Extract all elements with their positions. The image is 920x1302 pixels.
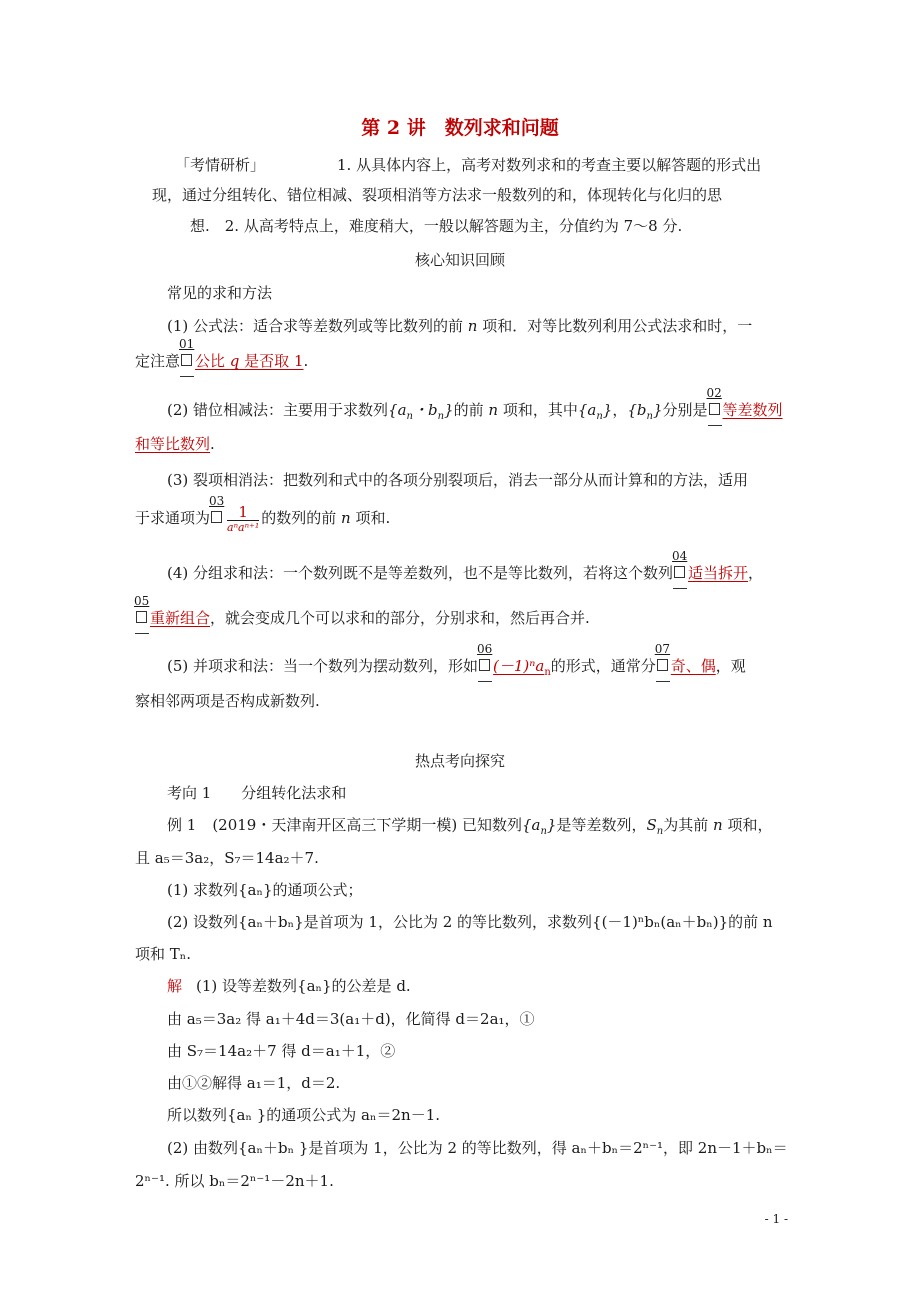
solution-line-6: (2) 由数列{aₙ＋bₙ }是首项为 1，公比为 2 的等比数列，得 aₙ＋bₙ＝2ⁿ⁻¹，即 2n－1＋bₙ＝ bbox=[167, 1139, 788, 1157]
intro-text-1: 1. 从具体内容上，高考对数列求和的考查主要以解答题的形式出 bbox=[337, 156, 762, 174]
example-line-2: 且 a₅＝3a₂，S₇＝14a₂＋7. bbox=[135, 849, 319, 867]
solution-line-5: 所以数列{aₙ }的通项公式为 aₙ＝2n－1. bbox=[167, 1106, 441, 1124]
method-3-line-1: (3) 裂项相消法：把数列和式中的各项分别裂项后，消去一部分从而计算和的方法，适用 bbox=[167, 471, 749, 489]
method-5-line-1: (5) 并项求和法：当一个数列为摆动数列，形如 06 (－1)ⁿa$_n$的形式，通常分 07 奇、偶，观 bbox=[167, 656, 746, 676]
solution-line-4: 由①②解得 a₁＝1，d＝2. bbox=[167, 1074, 341, 1092]
blank-marker-04: 04 bbox=[673, 563, 688, 583]
section-core-knowledge: 核心知识回顾 bbox=[414, 251, 505, 269]
intro-line-2: 现，通过分组转化、错位相减、裂项相消等方法求一般数列的和，体现转化与化归的思 bbox=[152, 186, 723, 204]
method-2-line-2: 和等比数列. bbox=[135, 435, 215, 453]
example-line-1: 例 1 (2019・天津南开区高三下学期一模) 已知数列$\{a_n\}$是等差数列，$S_n$为其前 n 项和， bbox=[167, 816, 773, 837]
solution-line-1: 解 (1) 设等差数列{aₙ}的公差是 d. bbox=[167, 977, 411, 995]
page-number: - 1 - bbox=[764, 1212, 788, 1226]
fill-answer-04: 适当拆开 bbox=[688, 564, 749, 582]
blank-marker-07: 07 bbox=[656, 656, 671, 676]
example-label: 例 1 bbox=[167, 816, 197, 834]
fill-answer-05: 重新组合 bbox=[150, 609, 211, 627]
example-question-1: (1) 求数列{aₙ}的通项公式； bbox=[167, 881, 363, 899]
subheading-methods: 常见的求和方法 bbox=[167, 284, 273, 302]
method-5-line-2: 察相邻两项是否构成新数列. bbox=[135, 692, 320, 710]
method-1-line-1: (1) 公式法：适合求等差数列或等比数列的前 n 项和．对等比数列利用公式法求和时，一 bbox=[167, 317, 753, 335]
blank-marker-03: 03 bbox=[210, 500, 225, 536]
solution-line-3: 由 S₇＝14a₂＋7 得 d＝a₁＋1，② bbox=[167, 1042, 396, 1060]
fill-answer-06: (－1)ⁿa$_n$ bbox=[493, 657, 551, 678]
fill-answer-02b: 和等比数列 bbox=[135, 435, 211, 453]
blank-marker-02: 02 bbox=[708, 400, 723, 420]
intro-line-1 bbox=[175, 155, 761, 175]
example-question-2-cont: 项和 Tₙ. bbox=[135, 945, 192, 963]
intro-label: 「考情研析」 bbox=[175, 156, 266, 174]
fraction-term: $\frac{1}{\text{aⁿaⁿ⁺¹}}$ bbox=[227, 502, 260, 534]
fill-answer-07: 奇、偶 bbox=[670, 657, 716, 675]
fill-answer-01: 公比 q 是否取 1 bbox=[195, 352, 304, 370]
blank-marker-06: 06 bbox=[478, 656, 493, 676]
solution-line-2: 由 a₅＝3a₂ 得 a₁＋4d＝3(a₁＋d)，化简得 d＝2a₁，① bbox=[167, 1010, 535, 1028]
method-4-line-2: 05 重新组合，就会变成几个可以求和的部分，分别求和，然后再合并. bbox=[135, 608, 590, 628]
intro-line-3: 想. 2. 从高考特点上，难度稍大，一般以解答题为主，分值约为 7～8 分. bbox=[190, 217, 683, 235]
solution-label: 解 bbox=[167, 977, 183, 995]
page-title: 第 2 讲 数列求和问题 bbox=[361, 117, 559, 139]
solution-line-7: 2ⁿ⁻¹. 所以 bₙ＝2ⁿ⁻¹－2n＋1. bbox=[135, 1172, 334, 1190]
fill-answer-02a: 等差数列 bbox=[722, 401, 783, 419]
topic-heading: 考向 1 分组转化法求和 bbox=[167, 784, 347, 802]
section-hot-topics: 热点考向探究 bbox=[414, 752, 505, 770]
method-2-line-1: (2) 错位相减法：主要用于求数列{$a_n$・$b_n$}的前 n 项和，其中$\{a_n\}$，$\{b_n\}$分别是 02 等差数列 bbox=[167, 400, 783, 420]
blank-marker-05: 05 bbox=[135, 608, 150, 628]
method-1-line-2: 定注意 01 公比 q 是否取 1. bbox=[135, 351, 308, 371]
method-4-line-1: (4) 分组求和法：一个数列既不是等差数列，也不是等比数列，若将这个数列 04 适当拆开， bbox=[167, 563, 763, 583]
example-question-2: (2) 设数列{aₙ＋bₙ}是首项为 1，公比为 2 的等比数列，求数列{(－1)ⁿbₙ(aₙ＋bₙ)}的前 n bbox=[167, 913, 773, 931]
blank-marker-01: 01 bbox=[180, 351, 195, 371]
method-3-line-2: 于求通项为 03 $\frac{1}{\text{aⁿaⁿ⁺¹}}$ 的数列的前 n 项和. bbox=[135, 500, 390, 536]
